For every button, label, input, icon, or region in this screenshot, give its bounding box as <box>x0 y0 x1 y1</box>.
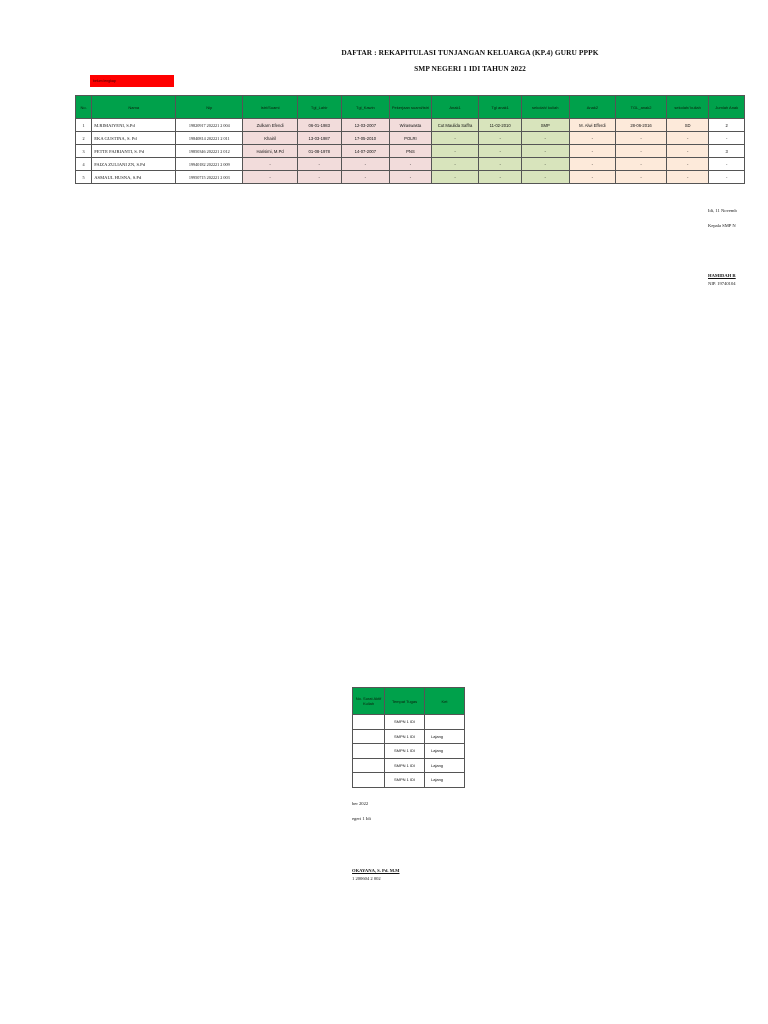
col-header-nip: Nip <box>176 96 243 119</box>
col-header-tgl-anak1: Tgl anak1 <box>479 96 522 119</box>
col-header-sekolah2: sekolah/ kuliah <box>666 96 709 119</box>
cell-surat <box>353 715 385 730</box>
col-header-tgl-kawin: Tgl_Kawin <box>341 96 390 119</box>
col-header-anak2: Anak2 <box>569 96 616 119</box>
secondary-table <box>352 687 465 788</box>
cell-nip: 19950715 202221 2 003 <box>176 171 243 184</box>
col-header-tempat-tugas: Tempat Tugas <box>385 688 425 715</box>
cell-tgl-lahir: - <box>297 158 341 171</box>
signature-nip: NIP. 19740104 <box>708 281 736 286</box>
cell-ket <box>425 715 465 730</box>
cell-no: 5 <box>76 171 92 184</box>
signature-position-fragment: egeri 1 Idi <box>352 816 371 821</box>
cell-tempat-tugas: SMPN 1 IDI <box>385 715 425 730</box>
cell-anak1: - <box>431 158 479 171</box>
cell-nama: M.RIMAIYENI, S.Pd <box>92 119 176 132</box>
document-title: DAFTAR : REKAPITULASI TUNJANGAN KELUARGA (KP.4) GURU PPPK <box>341 48 599 57</box>
status-note: belum lengkap <box>90 75 174 87</box>
cell-sekolah1: - <box>521 171 569 184</box>
cell-pekerjaan: - <box>390 171 432 184</box>
col-header-jumlah-anak: Jumlah Anak <box>709 96 745 119</box>
cell-pekerjaan: POLRI <box>390 132 432 145</box>
cell-tgl-kawin: - <box>341 158 390 171</box>
cell-no: 4 <box>76 158 92 171</box>
col-header-pekerjaan: Pekerjaan suami/istri <box>390 96 432 119</box>
col-header-anak1: Anak1 <box>431 96 479 119</box>
cell-ket: Lajang <box>425 773 465 788</box>
cell-ket: Lajang <box>425 744 465 759</box>
cell-surat <box>353 744 385 759</box>
cell-tgl-kawin: 12-03-2007 <box>341 119 390 132</box>
col-header-nama: Nama <box>92 96 176 119</box>
cell-no: 2 <box>76 132 92 145</box>
table-row <box>353 773 465 788</box>
cell-jumlah-anak: - <box>709 132 745 145</box>
cell-tempat-tugas: SMPN 1 IDI <box>385 773 425 788</box>
cell-nama: FETTE FAJRIANTI, S. Pd <box>92 145 176 158</box>
cell-jumlah-anak: - <box>709 158 745 171</box>
cell-jumlah-anak: - <box>709 171 745 184</box>
cell-sekolah1: - <box>521 145 569 158</box>
cell-tgl-anak1: - <box>479 132 522 145</box>
cell-anak2: M. Alwi Efferdi <box>569 119 616 132</box>
signature-date-fragment: ber 2022 <box>352 801 369 806</box>
cell-sekolah1: - <box>521 158 569 171</box>
cell-tgl-anak1: 11-02-2010 <box>479 119 522 132</box>
cell-jumlah-anak: 3 <box>709 145 745 158</box>
cell-anak1: - <box>431 145 479 158</box>
table-header-row <box>353 688 465 715</box>
cell-tgl-anak2: - <box>616 158 667 171</box>
cell-sekolah1: - <box>521 132 569 145</box>
cell-surat <box>353 729 385 744</box>
cell-anak2: - <box>569 132 616 145</box>
cell-pekerjaan: PNS <box>390 145 432 158</box>
cell-pasangan: Harisimi, M.Pd <box>243 145 298 158</box>
cell-tempat-tugas: SMPN 1 IDI <box>385 729 425 744</box>
table-header-row <box>76 96 745 119</box>
signature-place-date: Idi, 11 Novemb <box>708 208 737 213</box>
cell-tgl-kawin: - <box>341 171 390 184</box>
cell-nama: FAIZA ZULIANI ZN, S.Pd <box>92 158 176 171</box>
col-header-sekolah1: sekolah/ kuliah <box>521 96 569 119</box>
signature-nip-fragment: 1 200604 2 002 <box>352 876 381 881</box>
cell-pekerjaan: - <box>390 158 432 171</box>
table-row <box>353 729 465 744</box>
cell-pasangan: Khairil <box>243 132 298 145</box>
cell-tgl-anak1: - <box>479 158 522 171</box>
cell-tgl-anak2: - <box>616 145 667 158</box>
col-header-tgl-lahir: Tgl_Lahir <box>297 96 341 119</box>
table-row <box>76 158 745 171</box>
cell-nip: 19840814 202221 2 011 <box>176 132 243 145</box>
cell-ket: Lajang <box>425 729 465 744</box>
cell-pasangan: - <box>243 158 298 171</box>
cell-sekolah2: - <box>666 132 709 145</box>
col-header-ket: Ket <box>425 688 465 715</box>
cell-anak1: - <box>431 132 479 145</box>
cell-pasangan: - <box>243 171 298 184</box>
table-row <box>76 119 745 132</box>
table-row <box>353 744 465 759</box>
main-table <box>75 95 745 184</box>
table-row <box>76 132 745 145</box>
cell-no: 1 <box>76 119 92 132</box>
document-subtitle: SMP NEGERI 1 IDI TAHUN 2022 <box>414 64 526 73</box>
cell-tgl-lahir: - <box>297 171 341 184</box>
cell-sekolah2: - <box>666 171 709 184</box>
signature-name: HAMIDAH R <box>708 273 736 278</box>
cell-tgl-anak2: - <box>616 132 667 145</box>
cell-surat <box>353 773 385 788</box>
cell-jumlah-anak: 2 <box>709 119 745 132</box>
table-row <box>76 145 745 158</box>
cell-tgl-kawin: 14-07-2007 <box>341 145 390 158</box>
table-row <box>76 171 745 184</box>
cell-anak1: Cut Maulida Saffra <box>431 119 479 132</box>
cell-sekolah1: SMP <box>521 119 569 132</box>
col-header-no: No. <box>76 96 92 119</box>
cell-tgl-anak2: - <box>616 171 667 184</box>
cell-tempat-tugas: SMPN 1 IDI <box>385 758 425 773</box>
signature-name-fragment: OKAYANA, S. Pd. M.M <box>352 868 400 873</box>
cell-tgl-lahir: 13-03-1987 <box>297 132 341 145</box>
cell-ket: Lajang <box>425 758 465 773</box>
cell-pekerjaan: Wiraswasta <box>390 119 432 132</box>
cell-tgl-anak2: 28-06-2016 <box>616 119 667 132</box>
cell-anak1: - <box>431 171 479 184</box>
cell-no: 3 <box>76 145 92 158</box>
cell-nama: EKA GUSTINA, S. Pd <box>92 132 176 145</box>
col-header-pasangan: Istri/Suami <box>243 96 298 119</box>
cell-surat <box>353 758 385 773</box>
cell-tgl-kawin: 17-05-2010 <box>341 132 390 145</box>
cell-sekolah2: SD <box>666 119 709 132</box>
cell-nip: 19850346 202221 2 012 <box>176 145 243 158</box>
cell-sekolah2: - <box>666 145 709 158</box>
table-row <box>353 758 465 773</box>
cell-sekolah2: - <box>666 158 709 171</box>
cell-nama: ASMAUL HUSNA, S.Pd <box>92 171 176 184</box>
cell-anak2: - <box>569 145 616 158</box>
cell-tempat-tugas: SMPN 1 IDI <box>385 744 425 759</box>
cell-nip: 19940182 202221 2 009 <box>176 158 243 171</box>
col-header-tgl-anak2: TGL_anak2 <box>616 96 667 119</box>
cell-anak2: - <box>569 158 616 171</box>
cell-nip: 19820917 202221 2 004 <box>176 119 243 132</box>
col-header-surat-aktif: No. Surat Aktif Kuliah <box>353 688 385 715</box>
cell-tgl-anak1: - <box>479 145 522 158</box>
cell-tgl-lahir: 06-01-1983 <box>297 119 341 132</box>
cell-anak2: - <box>569 171 616 184</box>
cell-tgl-anak1: - <box>479 171 522 184</box>
cell-pasangan: Zulkarn Efendi <box>243 119 298 132</box>
signature-position: Kepala SMP N <box>708 223 736 228</box>
table-row <box>353 715 465 730</box>
cell-tgl-lahir: 01-08-1978 <box>297 145 341 158</box>
